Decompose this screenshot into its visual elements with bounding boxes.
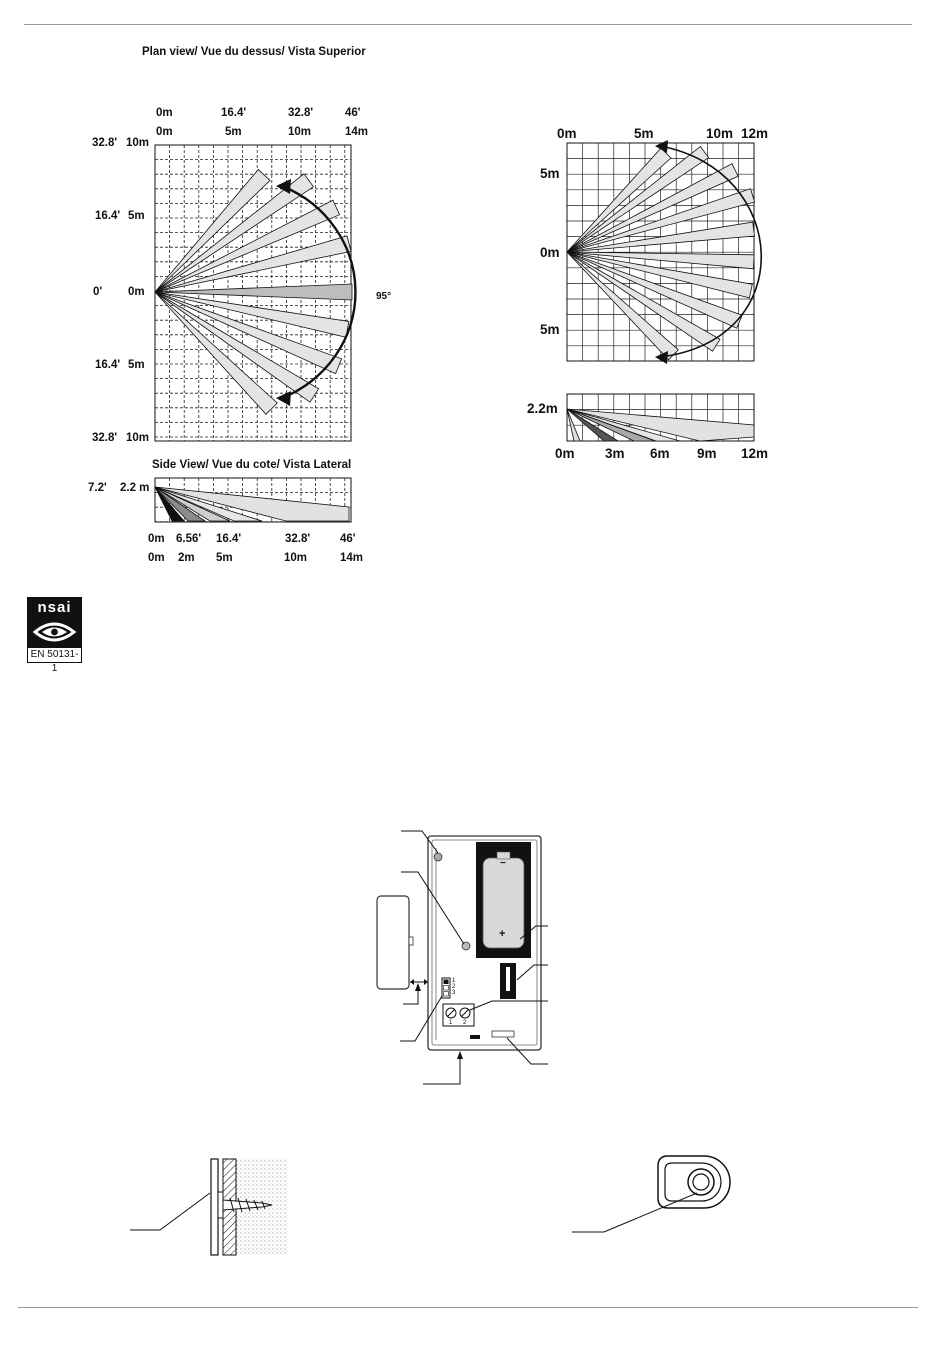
side-bottom-meters-1: 2m <box>178 552 195 564</box>
terminal-label-2: 2 <box>463 1020 467 1026</box>
plan-view-title: Plan view/ Vue du dessus/ Vista Superior <box>142 46 366 58</box>
metric-side-bottom-2: 6m <box>650 446 670 461</box>
screw-hole-inner <box>693 1174 709 1190</box>
jumper-label-3: 3 <box>452 990 456 996</box>
metric-top-1: 5m <box>634 126 654 141</box>
plan-left-feet-3: 16.4' <box>95 359 121 371</box>
plan-left-feet-2: 0' <box>93 286 103 298</box>
plan-top-meters-0: 0m <box>156 126 173 138</box>
jumper-label-2: 2 <box>452 984 456 990</box>
plan-top-meters-2: 10m <box>288 126 312 138</box>
side-view-title: Side View/ Vue du cote/ Vista Lateral <box>152 459 352 471</box>
side-bottom-meters-3: 10m <box>284 552 308 564</box>
side-bottom-feet-4: 46' <box>340 533 356 545</box>
side-bottom-feet-2: 16.4' <box>216 533 242 545</box>
plan-left-feet-1: 16.4' <box>95 210 121 222</box>
plan-top-meters-1: 5m <box>225 126 242 138</box>
side-bottom-meters-4: 14m <box>340 552 364 564</box>
metric-top-2: 10m <box>706 126 734 141</box>
battery-plus-sign: + <box>499 928 506 940</box>
plan-left-meters-2: 0m <box>128 286 145 298</box>
metric-side-bottom-3: 9m <box>697 446 717 461</box>
terminal-label-1: 1 <box>449 1020 453 1026</box>
metric-top-0: 0m <box>557 126 577 141</box>
jumper-label-1: 1 <box>452 978 456 984</box>
side-bottom-meters-2: 5m <box>216 552 233 564</box>
plan-left-meters-1: 5m <box>128 210 145 222</box>
plan-top-feet-2: 32.8' <box>288 107 314 119</box>
side-height-meters: 2.2 m <box>120 482 150 494</box>
side-bottom-feet-0: 0m <box>148 533 165 545</box>
metric-left-0: 5m <box>540 166 560 181</box>
metric-side-bottom-1: 3m <box>605 446 625 461</box>
metric-side-bottom-0: 0m <box>555 446 575 461</box>
badge-standard: EN 50131-1 <box>28 648 81 662</box>
plan-left-feet-4: 32.8' <box>92 432 118 444</box>
metric-side-height: 2.2m <box>527 401 558 416</box>
badge-org: nsai <box>37 599 72 616</box>
metric-left-1: 0m <box>540 245 560 260</box>
side-bottom-feet-3: 32.8' <box>285 533 311 545</box>
plan-left-feet-0: 32.8' <box>92 137 118 149</box>
plan-top-feet-0: 0m <box>156 107 173 119</box>
metric-side-bottom-4: 12m <box>741 446 769 461</box>
plan-left-meters-3: 5m <box>128 359 145 371</box>
side-bottom-meters-0: 0m <box>148 552 165 564</box>
plan-top-feet-1: 16.4' <box>221 107 247 119</box>
plan-left-meters-4: 10m <box>126 432 150 444</box>
plan-angle-label: 95° <box>376 291 392 302</box>
metric-top-3: 12m <box>741 126 769 141</box>
plan-left-meters-0: 10m <box>126 137 150 149</box>
metric-left-2: 5m <box>540 322 560 337</box>
side-bottom-feet-1: 6.56' <box>176 533 202 545</box>
side-height-feet: 7.2' <box>88 482 107 494</box>
battery-minus-sign: − <box>500 858 506 869</box>
plan-top-feet-3: 46' <box>345 107 361 119</box>
plan-top-meters-3: 14m <box>345 126 369 138</box>
